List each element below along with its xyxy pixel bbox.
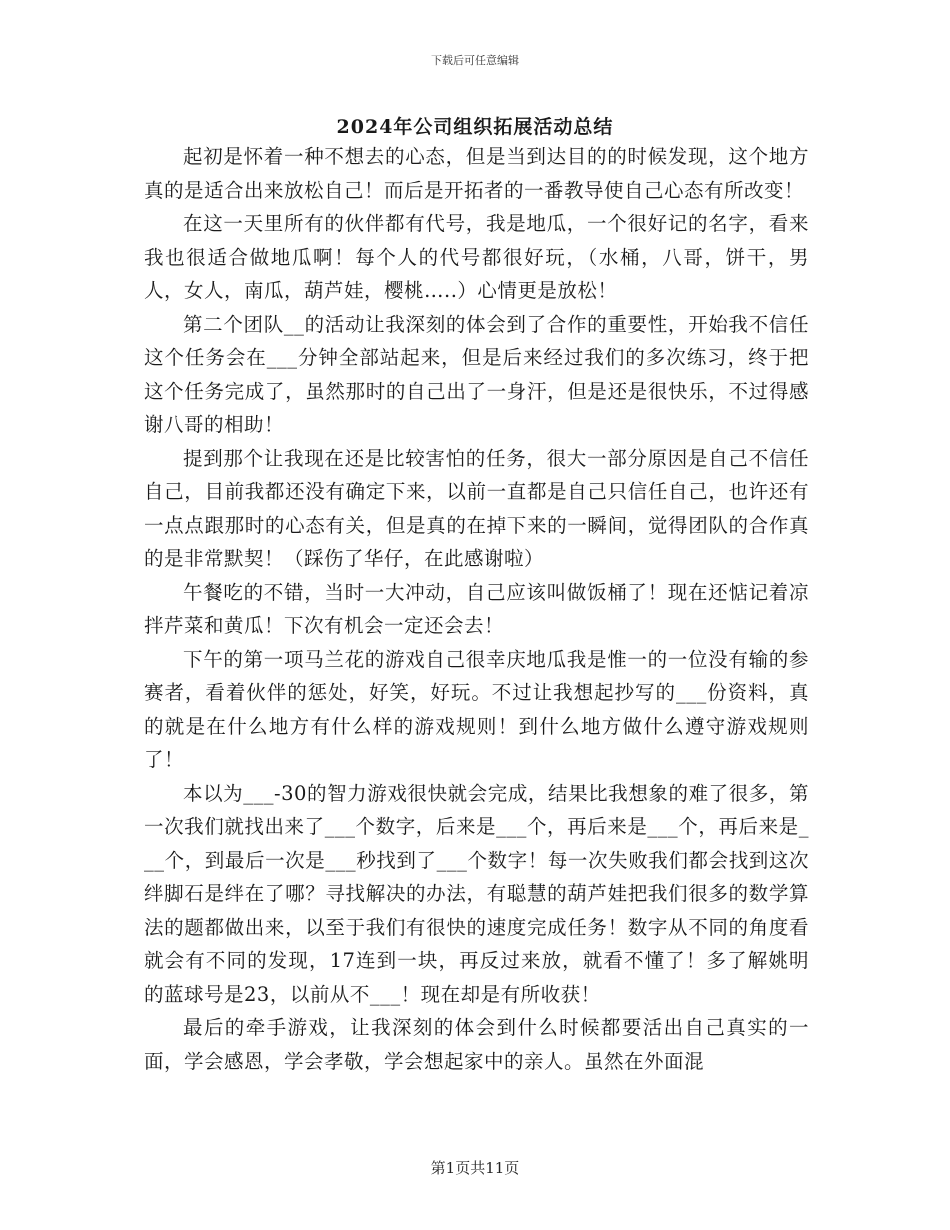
paragraph: 下午的第一项马兰花的游戏自己很幸庆地瓜我是惟一的一位没有输的参赛者，看着伙伴的惩处，好笑，好玩。不过让我想起抄写的___份资料，真的就是在什么地方有什么样的游戏规则！到什么地方做什么遵守游戏规则了！ [144,647,809,771]
paragraph: 在这一天里所有的伙伴都有代号，我是地瓜，一个很好记的名字，看来我也很适合做地瓜啊！每个人的代号都很好玩，（水桶，八哥，饼干，男人，女人，南瓜，葫芦娃，樱桃…..）心情更是放松！ [144,212,809,302]
paragraph: 最后的牵手游戏，让我深刻的体会到什么时候都要活出自己真实的一面，学会感恩，学会孝敬，学会想起家中的亲人。虽然在外面混 [144,1016,809,1073]
paragraph: 午餐吃的不错，当时一大冲动，自己应该叫做饭桶了！现在还惦记着凉拌芹菜和黄瓜！下次有机会一定还会去！ [144,580,809,637]
paragraph: 起初是怀着一种不想去的心态，但是当到达目的的时候发现，这个地方真的是适合出来放松自己！而后是开拓者的一番教导使自己心态有所改变！ [144,145,809,202]
page-number: 第1页共11页 [430,1159,520,1177]
document-body [144,140,809,1078]
paragraph: 本以为___-30的智力游戏很快就会完成，结果比我想象的难了很多，第一次我们就找出来了___个数字，后来是___个，再后来是___个，再后来是___个，到最后一次是___秒找到了___个数字！每一次失败我们都会找到这次绊脚石是绊在了哪？寻找解决的办法，有聪慧的葫芦娃把我们很多的数学算法的题都做出来，以至于我们有很快的速度完成任务！数字从不同的角度看就会有不同的发现，17连到一块，再反过来放，就看不懂了！多了解姚明的蓝球号是23，以前从不___！现在却是有所收获！ [144,781,809,1006]
page-header-note: 下载后可任意编辑 [431,54,519,67]
document-title: 2024年公司组织拓展活动总结 [336,116,614,138]
paragraph: 第二个团队__的活动让我深刻的体会到了合作的重要性，开始我不信任这个任务会在___分钟全部站起来，但是后来经过我们的多次练习，终于把这个任务完成了，虽然那时的自己出了一身汗，但是还是很快乐，不过得感谢八哥的相助！ [144,312,809,436]
paragraph: 提到那个让我现在还是比较害怕的任务，很大一部分原因是自己不信任自己，目前我都还没有确定下来，以前一直都是自己只信任自己，也许还有一点点跟那时的心态有关，但是真的在掉下来的一瞬间，觉得团队的合作真的是非常默契！（踩伤了华仔，在此感谢啦） [144,446,809,570]
